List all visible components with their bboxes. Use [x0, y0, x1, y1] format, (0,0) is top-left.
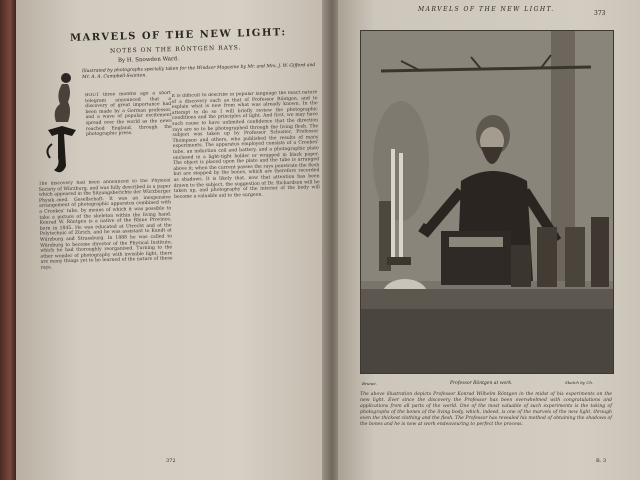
- decorated-initial-icon: [42, 70, 82, 178]
- running-head: MARVELS OF THE NEW LIGHT.: [418, 6, 555, 13]
- column-left-body: The discovery had been announced to the Physical Society of Würzburg, and was fully described in a paper which appeared in the Sitzungsberichte der Würzburger Physik.-med. Gesellschaft. It was an inexpensive arrangement of photographic apparatus combined with a Crookes' tube, by means of which it was possible to take a picture of the skeleton within the living hand. Konrad W. Röntgen is a native of the Rhine Province, born in 1845. He was educated at Utrecht and at the Polytechnic of Zürich, and he was assistant to Kundt at Würzburg and Strassburg. In 1888 he was called to Würzburg to become director of the Physical Institute, which he had thoroughly reorganised. Turning to the other wonder of photography with invisible light, there are many things yet to be learned of the nature of these rays.: [38, 178, 173, 271]
- photo-caption: Professor Röntgen at work.: [450, 381, 513, 386]
- photo-description: The above illustration depicts Professor Konrad Wilhelm Röntgen in the midst of his experiments on the new light. Ever since the discovery the Professor has been overwhelmed with congratulations and applications from all parts of the world. One of the most valuable of such experiments is the taking of photographs of the bones of the living body, which, indeed, is one of the marvels of the new light, through even the thickest clothing and the flesh. The Professor has revealed his method of obtaining the shadows of the bones and he is now at work endeavouring to perfect the process.: [360, 392, 612, 427]
- signature-mark: B. 3: [596, 458, 607, 464]
- column-right-body: It is difficult to describe in popular language the exact nature of a discovery such as that of Professor Röntgen, and to explain what is new from what was already known. In the attempt to do so I will briefly review the photographic conditions and the principles of light. And first, we may have such cause to have unlimited confidence that the direction rays are so to be photographed through the living flesh. The subject was taken up by Professor Schuster, Professor Thompson and others, who published the results of many experiments. The apparatus employed consists of a Crookes' tube, an induction coil and battery, and a photographic plate enclosed in a light-tight holder or wrapped in black paper. The object is placed upon the plate and the tube is arranged above it; when the current passes the rays penetrate the flesh but are stopped by the bones, which are therefore recorded as shadows. It is likely that, now that attention has been drawn to the subject, the suggestion of Dr. Richardson will be taken up, and photography of the interior of the body will become a valuable aid to the surgeon.: [171, 90, 320, 200]
- article-subtitle: NOTES ON THE RÖNTGEN RAYS.: [109, 44, 242, 55]
- article-byline: By H. Snowden Ward.: [117, 56, 180, 64]
- right-page-number: 373: [594, 10, 606, 17]
- left-page-number: 372: [166, 458, 176, 464]
- column-intro: BOUT three months ago a short telegram announced that a discovery of great importance had been made by a German professor, and a wave of popular excitement spread over the world as the news reached England, through the photographic press.: [84, 90, 172, 138]
- photo-credit-left: Brunei.: [362, 381, 377, 386]
- photo-credit-right: Sketch by Ch.: [565, 380, 594, 385]
- roentgen-photograph: [360, 30, 614, 374]
- article-title: MARVELS OF THE NEW LIGHT:: [69, 27, 287, 44]
- laboratory-scene-icon: [361, 31, 613, 373]
- illustration-credit: Illustrated by photographs specially taken for the Windsor Magazine by Mr. and Mrs. J. W. Gifford and Mr. A. A. Campbell-Swinton.: [81, 63, 316, 80]
